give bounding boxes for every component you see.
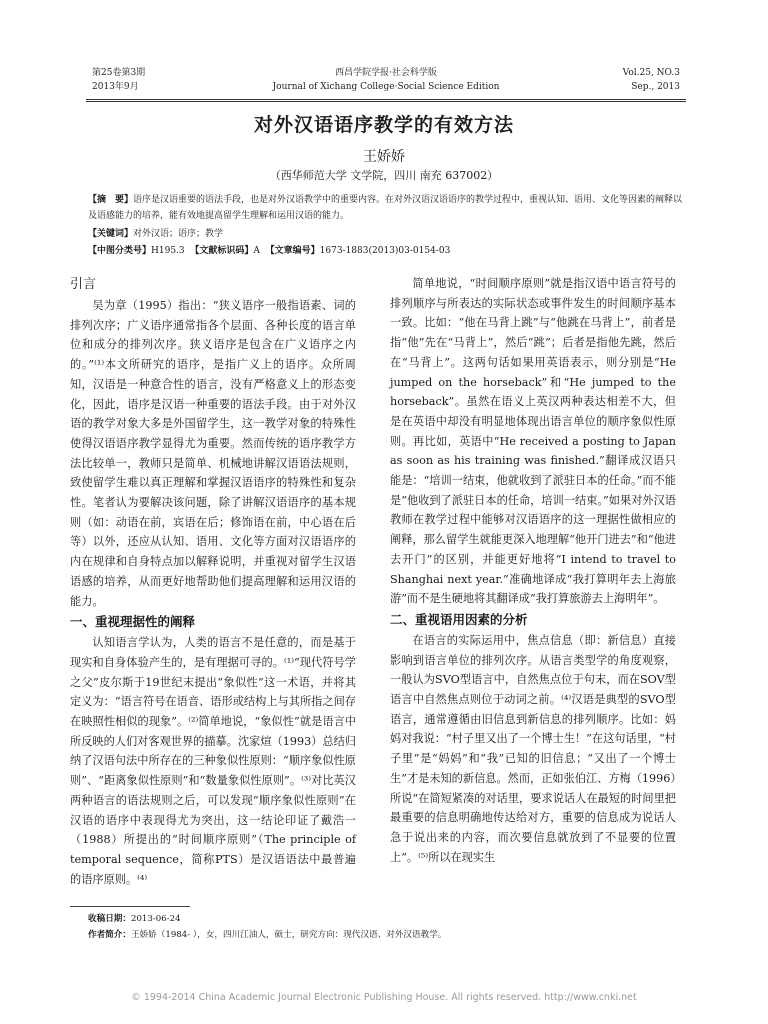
classification (88, 243, 688, 259)
right-column (390, 274, 676, 867)
author-bio-label: 作者简介： (88, 930, 131, 940)
received-value: 2013-06-24 (130, 914, 181, 924)
paragraph: 在语言的实际运用中，焦点信息（即：新信息）直接影响到语言单位的排列次序。从语言类型学的角度观察，一般认为SVO型语言中，自然焦点位于句末，而在SOV型语言中自然焦点则位于动词之前。⁽⁴⁾汉语是典型的SVO型语言，通常遵循由旧信息到新信息的排列顺序。比如：妈妈对我说：“村子里又出了一个博士生！”在这句话里，“村子里”是“妈妈”和“我”已知的旧信息；“又出了一个博士生”才是未知的新信息。然而，正如张伯江、方梅（1996）所说“在简短紧凑的对话里，要求说话人在最短的时间里把最重要的信息明确地传达给对方，重要的信息成为说话人急于说出来的内容，而次要信息就放到了不显要的位置上”。⁽⁵⁾所以在现实生 (390, 633, 676, 864)
footnote-rule (70, 906, 190, 907)
section-heading-1: 一、重视理据性的阐释 (70, 614, 196, 630)
received-date (88, 912, 181, 926)
abstract (88, 192, 688, 224)
copyright-footer: © 1994-2014 China Academic Journal Electronic Publishing House. All rights reserved. http://www.cnki.net (131, 992, 637, 1003)
paragraph: 吴为章（1995）指出：“狭义语序一般指语素、词的排列次序；广义语序通常指各个层面、各种长度的语言单位和成分的排列次序。狭义语序是包含在广义语序之内的。”⁽¹⁾本文所研究的语序，是指广义上的语序。众所周知，汉语是一种意合性的语言，没有严格意义上的形态变化，因此，语序是汉语一种重要的语法手段。由于对外汉语的教学对象大多是外国留学生，这一教学对象的特殊性使得汉语语序教学显得尤为重要。然而传统的语序教学方法比较单一，教师只是简单、机械地讲解汉语语法规则，致使留学生难以真正理解和掌握汉语语序的特殊性和复杂性。笔者认为要解决该问题，除了讲解汉语语序的基本规则（如：动语在前，宾语在后；修饰语在前，中心语在后等）以外，还应从认知、语用、文化等方面对汉语语序的内在规律和自身特点加以解释说明，并重视对留学生汉语语感的培养，从而更好地帮助他们提高理解和运用汉语的能力。 (70, 299, 356, 608)
article-author: 王娇娇 (363, 149, 405, 165)
article-no-value: 1673-1883(2013)03-0154-03 (319, 246, 451, 256)
keywords-label: 【关键词】 (88, 229, 134, 239)
keywords (88, 226, 688, 242)
header-rule-top (86, 99, 686, 100)
author-bio (88, 928, 446, 942)
received-label: 收稿日期： (88, 914, 131, 924)
clc-value: H195.3 (151, 246, 185, 256)
header-center (92, 66, 680, 94)
abstract-text: 语序是汉语重要的语法手段，也是对外汉语教学中的重要内容。在对外汉语汉语语序的教学过程中，重视认知、语用、文化等因素的阐释以及语感能力的培养，能有效地提高留学生理解和运用汉语的能力。 (88, 195, 683, 221)
paragraph: 认知语言学认为，人类的语言不是任意的，而是基于现实和自身体验产生的，是有理据可寻的。⁽¹⁾“现代符号学之父”皮尔斯于19世纪末提出“象似性”这一术语，并将其定义为：“语言符号在语音、语形或结构上与其所指之间存在映照性相似的现象”。⁽²⁾简单地说，“象似性”就是语言中所反映的人们对客观世界的描摹。沈家煊（1993）总结归纳了汉语句法中所存在的三种象似性原则：“顺序象似性原则”、“距离象似性原则”和“数量象似性原则”。⁽³⁾对比英汉两种语言的语法规则之后，可以发现“顺序象似性原则”在汉语的语序中表现得尤为突出，这一结论印证了戴浩一（1988）所提出的“时间顺序原则”（The principle of temporal sequence，简称PTS）是汉语语法中最普遍的语序原则。⁽⁴⁾ (70, 636, 356, 886)
date-en: Sep., 2013 (631, 82, 680, 92)
header-right (623, 66, 680, 94)
section-heading-2: 二、重视语用因素的分析 (390, 611, 528, 627)
doc-code-value: A (253, 246, 260, 256)
paragraph: 简单地说，“时间顺序原则”就是指汉语中语言符号的排列顺序与所表达的实际状态或事件发生的时间顺序基本一致。比如：“他在马背上跳”与“他跳在马背上”，前者是指“他”先在“马背上”，然后“跳”；后者是指他先跳，然后在“马背上”。这两句话如果用英语表示，则分别是“He jumped on the horseback”和“He jumped to the horseback”。虽然在语义上英汉两种表达相差不大，但是在英语中却没有明显地体现出语言单位的顺序象似性原则。再比如，英语中“He received a posting to Japan as soon as his training was finished.”翻译成汉语只能是：“培训一结束，他就收到了派驻日本的任命。”而不能是“他收到了派驻日本的任命，培训一结束。”如果对外汉语教师在教学过程中能够对汉语语序的这一理据性做相应的阐释，那么留学生就能更深入地理解“他开门进去”和“他进去开门”的区别，并能更好地将“I intend to travel to Shanghai next year.”准确地译成“我打算明年去上海旅游”而不是生硬地将其翻译成“我打算旅游去上海明年”。 (390, 277, 676, 606)
journal-name-en: Journal of Xichang College·Social Science Edition (272, 82, 500, 92)
article-title: 对外汉语语序教学的有效方法 (253, 114, 514, 136)
journal-name-cn: 西昌学院学报·社会科学版 (335, 68, 437, 78)
clc-label: 【中图分类号】 (88, 246, 152, 256)
left-column (70, 274, 356, 889)
running-header (92, 66, 680, 100)
header-rule-bottom (86, 101, 686, 102)
keywords-text: 对外汉语；语序；教学 (133, 229, 224, 239)
volume-cn: 第25卷第3期 (92, 68, 146, 78)
doc-code-label: 【文献标识码】 (190, 246, 254, 256)
date-cn: 2013年9月 (92, 82, 139, 92)
author-affiliation: （西华师范大学 文学院，四川 南充 637002） (269, 169, 499, 182)
article-no-label: 【文章编号】 (265, 246, 320, 256)
author-bio-text: 王娇娇（1984- ），女，四川江油人，硕士，研究方向：现代汉语、对外汉语教学。 (130, 930, 447, 940)
section-heading-intro: 引言 (70, 277, 97, 292)
abstract-label: 【摘 要】 (88, 195, 134, 205)
volume-en: Vol.25, NO.3 (622, 68, 680, 78)
